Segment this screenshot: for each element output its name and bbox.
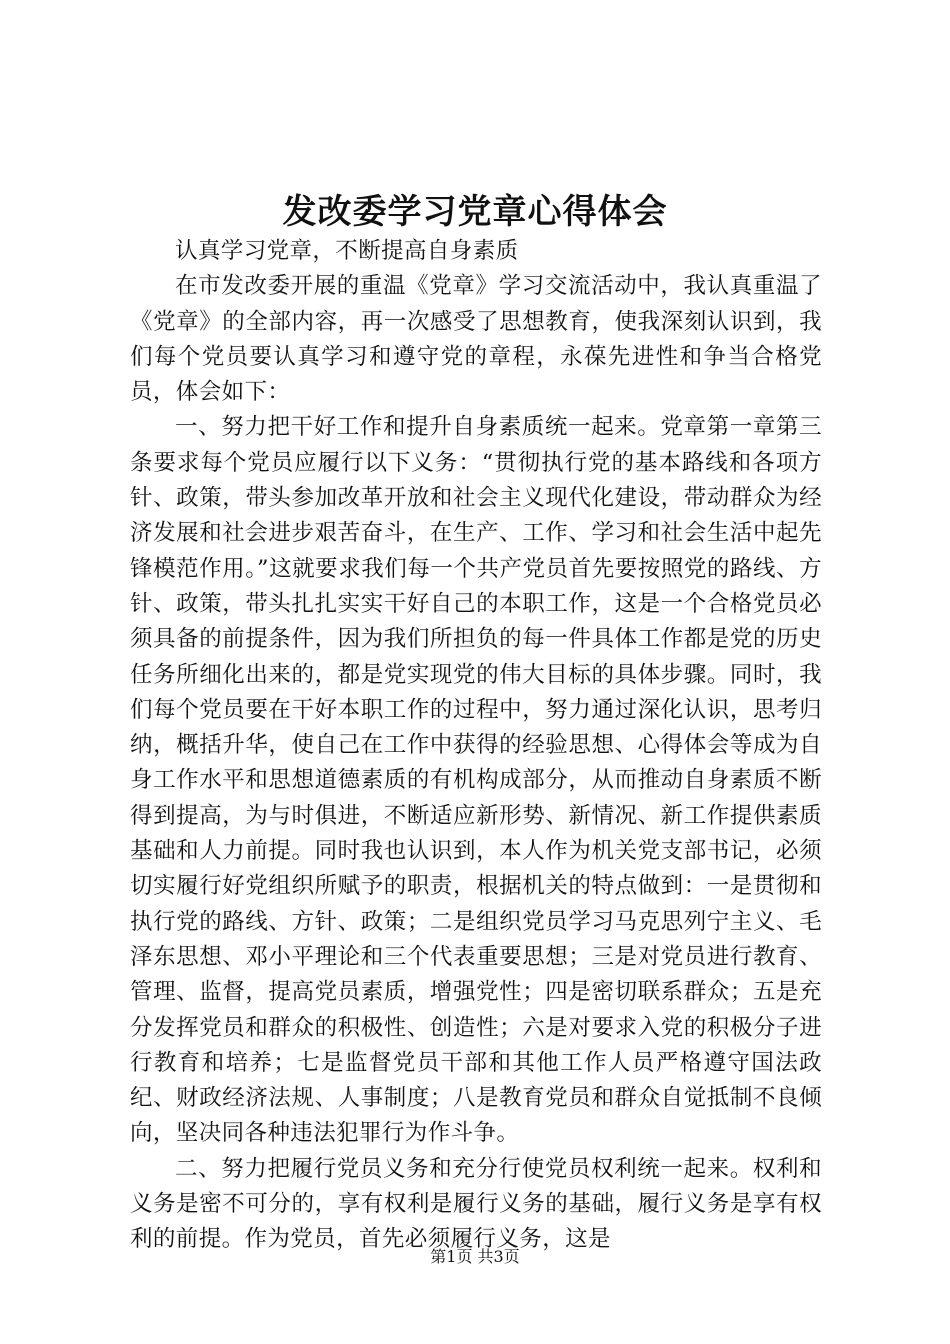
paragraph-intro: 在市发改委开展的重温《党章》学习交流活动中，我认真重温了《党章》的全部内容，再一次感受了思想教育，使我深刻认识到，我们每个党员要认真学习和遵守党的章程，永葆先进性和争当合格党员，体会如下： (130, 273, 822, 406)
document-body (130, 234, 822, 1258)
page-total: 共3页 (477, 1247, 520, 1266)
paragraph-subtitle: 认真学习党章，不断提高自身素质 (175, 238, 519, 264)
page-number: 第1页 (430, 1247, 473, 1266)
paragraph-point-two: 二、努力把履行党员义务和充分行使党员权利统一起来。权利和义务是密不可分的，享有权利是履行义务的基础，履行义务是享有权利的前提。作为党员，首先必须履行义务，这是 (130, 1155, 822, 1253)
document-title: 发改委学习党章心得体会 (282, 192, 668, 232)
paragraph-point-one: 一、努力把干好工作和提升自身素质统一起来。党章第一章第三条要求每个党员应履行以下义务：“贯彻执行党的基本路线和各项方针、政策，带头参加改革开放和社会主义现代化建设，带动群众为经济发展和社会进步艰苦奋斗，在生产、工作、学习和社会生活中起先锋模范作用。”这就要求我们每一个共产党员首先要按照党的路线、方针、政策，带头扎扎实实干好自己的本职工作，这是一个合格党员必须具备的前提条件，因为我们所担负的每一件具体工作都是党的历史任务所细化出来的，都是党实现党的伟大目标的具体步骤。同时，我们每个党员要在干好本职工作的过程中，努力通过深化认识，思考归纳，概括升华，使自己在工作中获得的经验思想、心得体会等成为自身工作水平和思想道德素质的有机构成部分，从而推动自身素质不断得到提高，为与时俱进，不断适应新形势、新情况、新工作提供素质基础和人力前提。同时我也认识到，本人作为机关党支部书记，必须切实履行好党组织所赋予的职责，根据机关的特点做到：一是贯彻和执行党的路线、方针、政策；二是组织党员学习马克思列宁主义、毛泽东思想、邓小平理论和三个代表重要思想；三是对党员进行教育、管理、监督，提高党员素质，增强党性；四是密切联系群众；五是充分发挥党员和群众的积极性、创造性；六是对要求入党的积极分子进行教育和培养；七是监督党员干部和其他工作人员严格遵守国法政纪、财政经济法规、人事制度；八是教育党员和群众自觉抵制不良倾向，坚决同各种违法犯罪行为作斗争。 (130, 414, 822, 1147)
page-footer (0, 1244, 950, 1267)
